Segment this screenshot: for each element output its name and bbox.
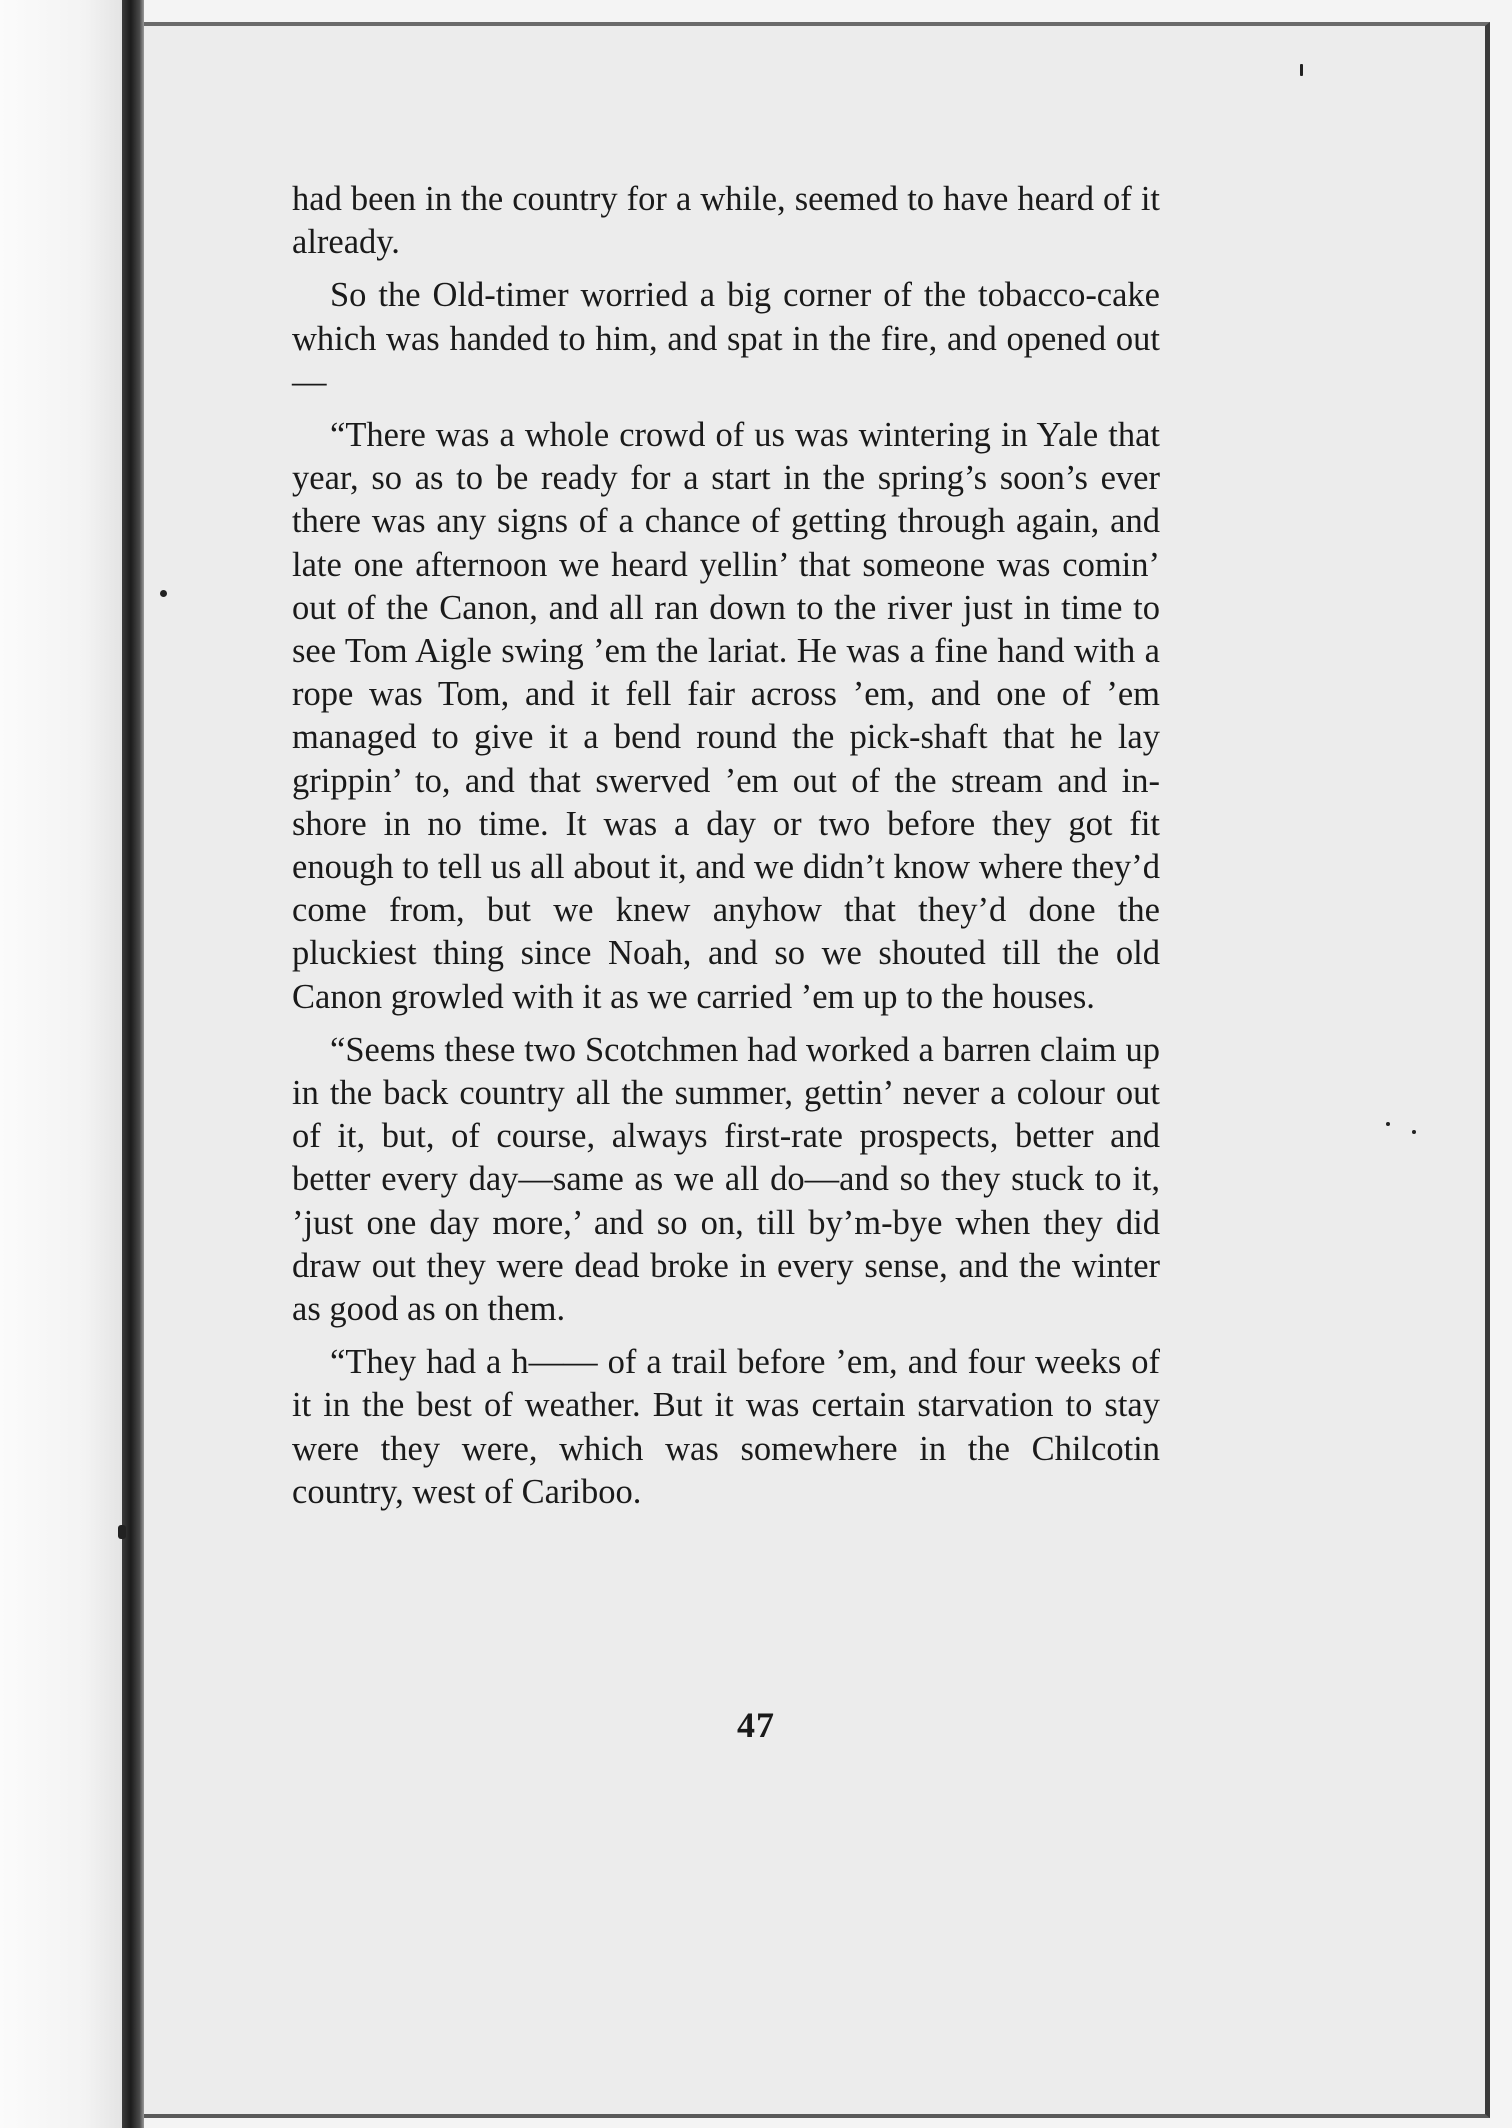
scan-speck [160, 590, 167, 597]
paragraph: So the Old-timer worried a big corner of the tobacco-cake which was handed to him, and spat in the fire, and opened out— [292, 276, 1160, 401]
facing-page-edge [0, 0, 122, 2128]
scan-speck [1386, 1122, 1390, 1126]
scan-speck [1412, 1130, 1416, 1134]
scan-speck [118, 1525, 126, 1539]
paragraph: “Seems these two Scotchmen had worked a barren claim up in the back country all the summer, gettin’ never a colour out of it, but, of course, always first-rate prospects, better and better every day—same as we all do—and so they stuck to it, ’just one day more,’ and so on, till by’m-bye when they did draw out they were dead broke in every sense, and the winter as good as on them. [292, 1030, 1160, 1329]
paragraph: “There was a whole crowd of us was wintering in Yale that year, so as to be ready for a start in the spring’s soon’s ever there was any signs of a chance of getting through again, and late one afternoon we heard yellin’ that someone was comin’ out of the Canon, and all ran down to the river just in time to see Tom Aigle swing ’em the lariat. He was a fine hand with a rope was Tom, and it fell fair across ’em, and one of ’em managed to give it a bend round the pick-shaft that he lay grippin’ to, and that swerved ’em out of the stream and in-shore in no time. It was a day or two before they got fit enough to tell us all about it, and we didn’t know where they’d come from, but we knew anyhow that they’d done the pluckiest thing since Noah, and so we shouted till the old Canon growled with it as we carried ’em up to the houses. [292, 416, 1160, 1016]
page-body-text [292, 178, 1160, 1524]
book-gutter [122, 0, 144, 2128]
paragraph-continuation: had been in the country for a while, seemed to have heard of it already. [292, 180, 1160, 262]
page-number: 47 [737, 1705, 775, 1745]
scan-speck [1300, 64, 1303, 76]
paragraph: “They had a h—— of a trail before ’em, and four weeks of it in the best of weather. But it was certain starvation to stay were they were, which was somewhere in the Chilcotin country, west of Cariboo. [292, 1343, 1160, 1511]
